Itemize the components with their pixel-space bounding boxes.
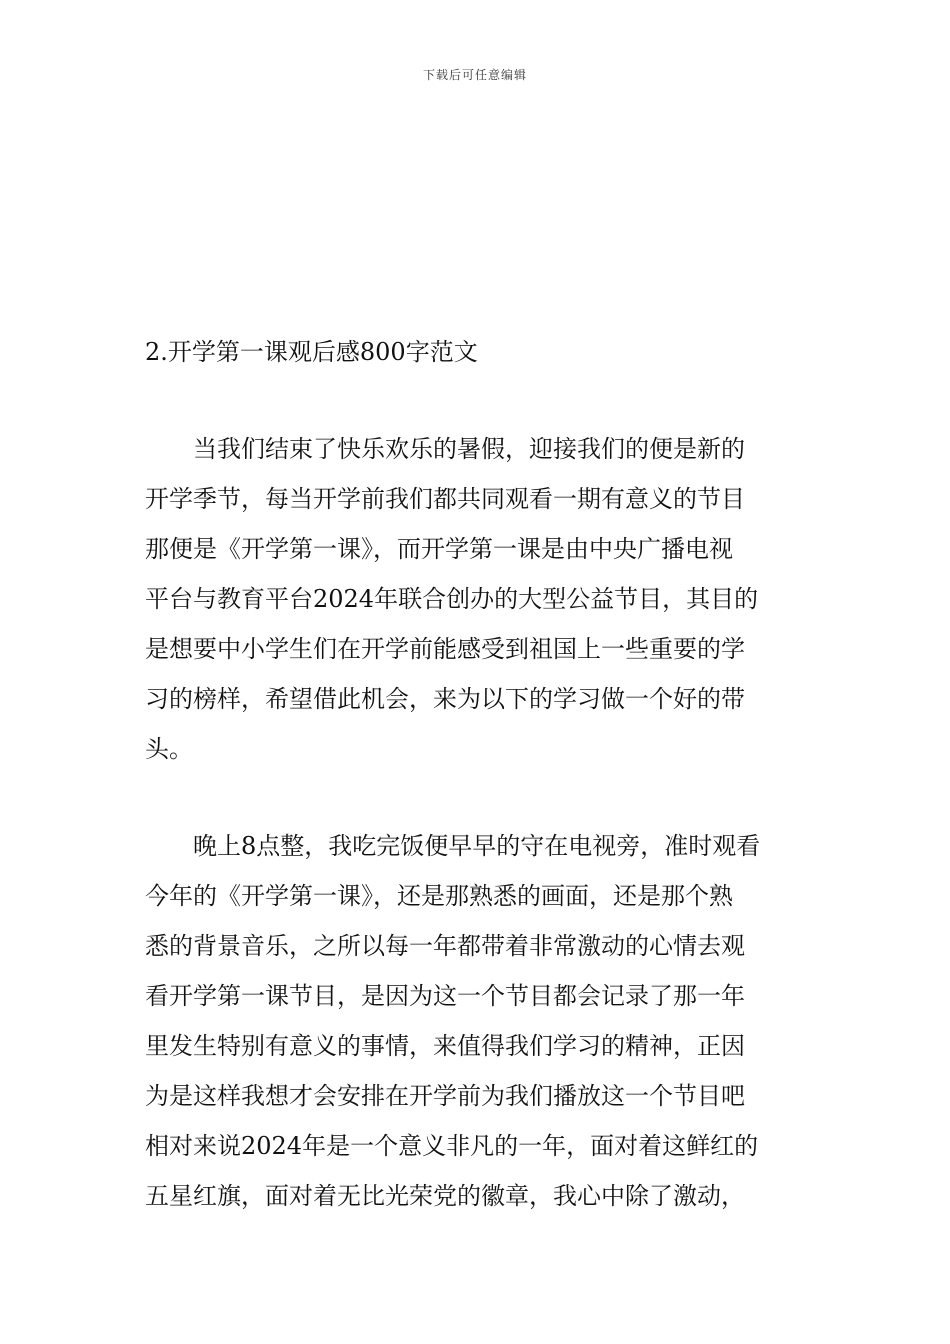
paragraph-line: 为是这样我想才会安排在开学前为我们播放这一个节目吧 — [145, 1082, 745, 1110]
paragraph-line: 里发生特别有意义的事情，来值得我们学习的精神，正因 — [145, 1032, 745, 1060]
paragraph-line: 习的榜样，希望借此机会，来为以下的学习做一个好的带 — [145, 685, 745, 713]
section-title: 2.开学第一课观后感800字范文 — [145, 338, 478, 366]
paragraph-line: 今年的《开学第一课》，还是那熟悉的画面，还是那个熟 — [145, 882, 733, 910]
header-note: 下载后可任意编辑 — [422, 68, 527, 82]
paragraph-line: 五星红旗，面对着无比光荣党的徽章，我心中除了激动， — [145, 1182, 745, 1210]
paragraph-line: 那便是《开学第一课》，而开学第一课是由中央广播电视 — [145, 535, 733, 563]
paragraph-line: 头。 — [145, 735, 193, 763]
paragraph-line: 相对来说2024年是一个意义非凡的一年，面对着这鲜红的 — [145, 1132, 759, 1160]
paragraph-line: 悉的背景音乐，之所以每一年都带着非常激动的心情去观 — [145, 932, 745, 960]
paragraph-line: 看开学第一课节目，是因为这一个节目都会记录了那一年 — [145, 982, 745, 1010]
paragraph-line: 当我们结束了快乐欢乐的暑假，迎接我们的便是新的 — [145, 435, 745, 463]
paragraph-line: 是想要中小学生们在开学前能感受到祖国上一些重要的学 — [145, 635, 745, 663]
paragraph-line: 晚上8点整，我吃完饭便早早的守在电视旁，准时观看 — [145, 832, 761, 860]
paragraph-line: 平台与教育平台2024年联合创办的大型公益节目，其目的 — [145, 585, 759, 613]
paragraph-line: 开学季节，每当开学前我们都共同观看一期有意义的节目 — [145, 485, 745, 513]
